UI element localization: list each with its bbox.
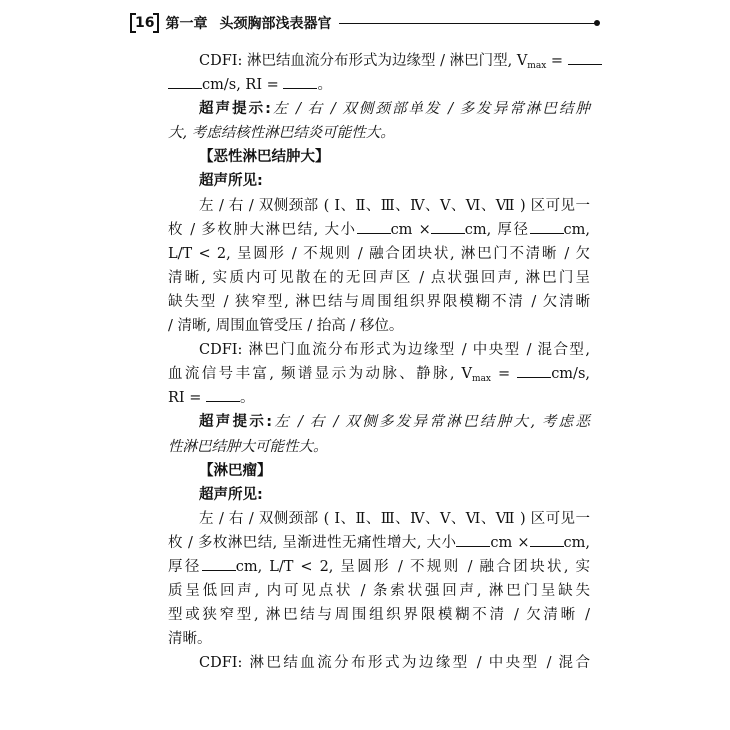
fill-blank bbox=[456, 534, 490, 547]
chapter-heading bbox=[165, 13, 331, 33]
line-7: 左 / 右 / 双侧颈部 ( Ⅰ、Ⅱ、Ⅲ、Ⅳ、Ⅴ、Ⅵ、Ⅶ ) 区可见一 bbox=[199, 197, 590, 214]
text-span: 。 bbox=[240, 390, 255, 407]
fill-blank bbox=[168, 76, 202, 89]
line-21 bbox=[168, 531, 590, 555]
text-span: 左 / 右 / 双侧多发异常淋巴结肿大, 考虑恶 bbox=[272, 414, 590, 431]
fill-blank bbox=[431, 221, 465, 234]
fill-blank bbox=[568, 52, 602, 65]
line-4: 大, 考虑结核性淋巴结炎可能性大。 bbox=[168, 125, 395, 142]
text-span: CDFI: 淋巴结血流分布形式为边缘型 / 淋巴门型, V bbox=[199, 53, 528, 69]
fill-blank bbox=[206, 389, 240, 402]
subheading: 超声所见: bbox=[199, 486, 263, 503]
line-11: 缺失型 / 狭窄型, 淋巴结与周围组织界限模糊不清 / 欠清晰 bbox=[168, 293, 590, 310]
subscript: max bbox=[472, 374, 492, 385]
line-22 bbox=[168, 555, 590, 579]
text-span: 枚 / 多枚淋巴结, 呈渐进性无痛性增大, 大小 bbox=[168, 534, 457, 551]
line-2 bbox=[168, 73, 590, 97]
text-span: 厚径 bbox=[168, 558, 202, 575]
text-span: cm × bbox=[490, 534, 530, 551]
line-13: CDFI: 淋巴门血流分布形式为边缘型 / 中央型 / 混合型, bbox=[199, 342, 590, 359]
text-span: cm/s, RI = bbox=[202, 77, 284, 94]
label: 超声提示: bbox=[199, 101, 271, 118]
text-span: RI = bbox=[168, 390, 207, 407]
fill-blank bbox=[530, 534, 564, 547]
page-number: 16 bbox=[130, 13, 159, 33]
line-12: / 清晰, 周围血管受压 / 抬高 / 移位。 bbox=[168, 318, 404, 335]
page-body bbox=[168, 49, 590, 675]
line-25: 清晰。 bbox=[168, 631, 212, 648]
section-heading: 【淋巴瘤】 bbox=[199, 462, 272, 479]
text-span: cm, bbox=[563, 221, 590, 238]
fill-blank bbox=[202, 558, 236, 571]
line-20: 左 / 右 / 双侧颈部 ( Ⅰ、Ⅱ、Ⅲ、Ⅳ、Ⅴ、Ⅵ、Ⅶ ) 区可见一 bbox=[199, 510, 590, 527]
text-span: = bbox=[546, 53, 568, 69]
text-span: cm × bbox=[390, 221, 431, 238]
text-span: 枚 / 多枚肿大淋巴结, 大小 bbox=[168, 221, 357, 238]
text-span: cm, 厚径 bbox=[464, 221, 530, 238]
subscript: max bbox=[527, 61, 547, 71]
text-span: 血流信号丰富, 频谱显示为动脉、静脉, V bbox=[168, 366, 473, 383]
header-rule bbox=[339, 23, 595, 24]
text-span: cm/s, bbox=[551, 366, 590, 383]
line-16 bbox=[168, 410, 590, 434]
fill-blank bbox=[517, 365, 551, 378]
section-heading: 【恶性淋巴结肿大】 bbox=[199, 149, 330, 166]
text-span: 。 bbox=[317, 77, 332, 94]
line-23: 质呈低回声, 内可见点状 / 条索状强回声, 淋巴门呈缺失 bbox=[168, 583, 590, 600]
label: 超声提示: bbox=[199, 414, 273, 431]
text-span: 左 / 右 / 双侧颈部单发 / 多发异常淋巴结肿 bbox=[270, 101, 590, 118]
running-header bbox=[130, 11, 600, 35]
fill-blank bbox=[530, 221, 564, 234]
line-8 bbox=[168, 218, 590, 242]
header-rule-dot bbox=[594, 20, 600, 26]
fill-blank bbox=[283, 76, 317, 89]
subheading: 超声所见: bbox=[199, 173, 263, 190]
line-14 bbox=[168, 362, 590, 386]
line-9: L/T < 2, 呈圆形 / 不规则 / 融合团块状, 淋巴门不清晰 / 欠 bbox=[168, 245, 590, 262]
text-span: cm, bbox=[563, 534, 590, 551]
line-1 bbox=[168, 49, 590, 73]
chapter-label: 第一章 bbox=[165, 16, 208, 32]
chapter-title: 头颈胸部浅表器官 bbox=[219, 16, 332, 32]
line-24: 型或狭窄型, 淋巴结与周围组织界限模糊不清 / 欠清晰 / bbox=[168, 607, 590, 624]
text-span: = bbox=[491, 366, 518, 383]
line-17: 性淋巴结肿大可能性大。 bbox=[168, 438, 328, 455]
line-15 bbox=[168, 386, 590, 410]
text-span: cm, L/T < 2, 呈圆形 / 不规则 / 融合团块状, 实 bbox=[235, 558, 591, 575]
fill-blank bbox=[357, 221, 391, 234]
line-10: 清晰, 实质内可见散在的无回声区 / 点状强回声, 淋巴门呈 bbox=[168, 269, 590, 286]
line-3 bbox=[168, 97, 590, 121]
line-26: CDFI: 淋巴结血流分布形式为边缘型 / 中央型 / 混合 bbox=[199, 655, 590, 672]
